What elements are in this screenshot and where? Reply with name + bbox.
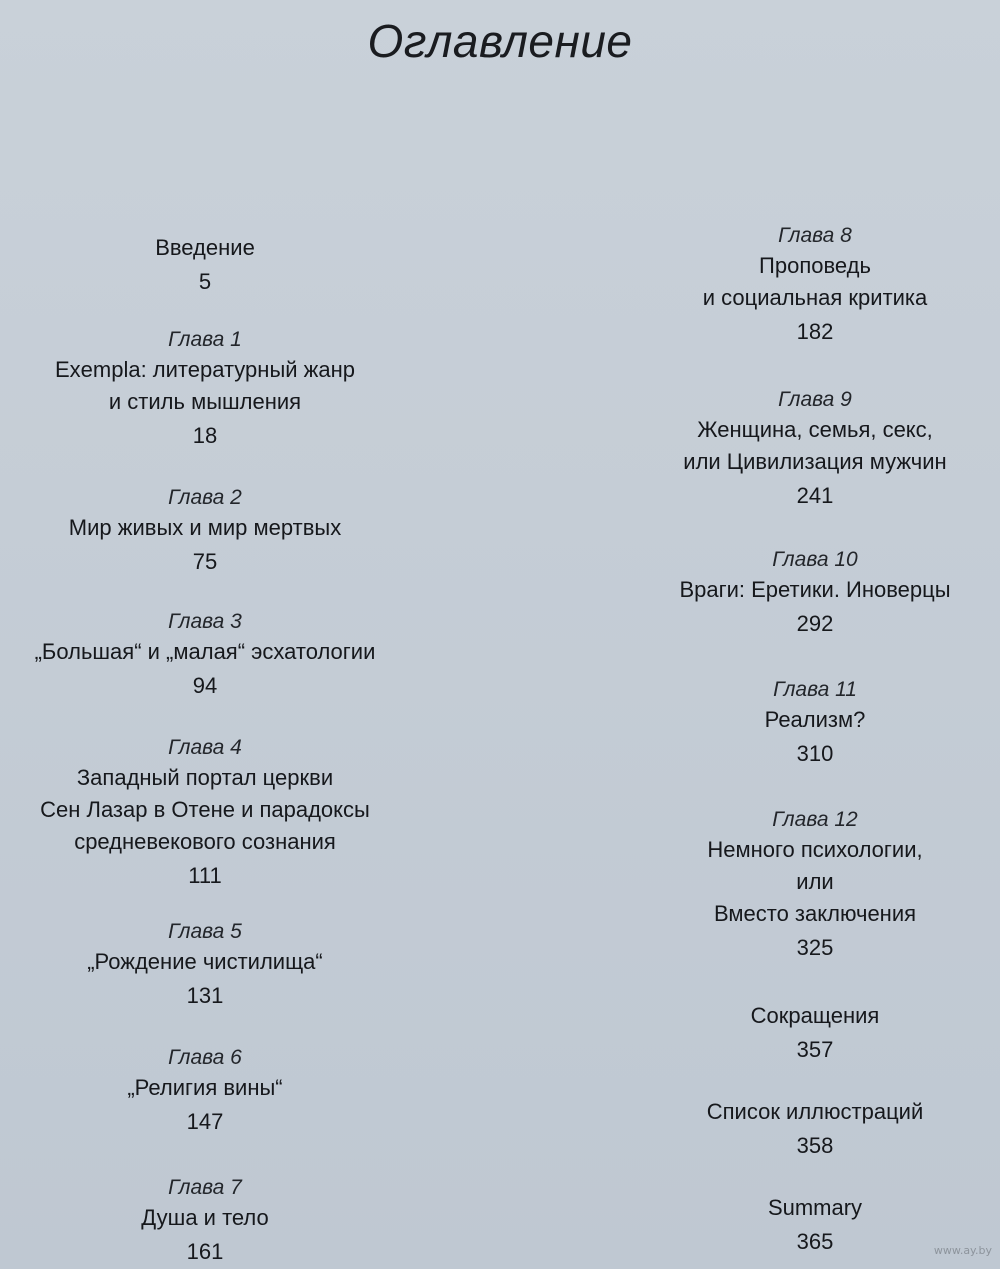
entry-title: или Цивилизация мужчин <box>683 449 947 474</box>
entry-title: Западный портал церкви <box>76 765 334 790</box>
chapter-label: Глава 5 <box>168 920 242 943</box>
chapter-label: Глава 2 <box>168 486 242 509</box>
entry-title: и стиль мышления <box>108 389 302 414</box>
toc-entry-chapter-12 <box>630 806 1000 964</box>
entry-page: 325 <box>796 935 834 960</box>
entry-page: 75 <box>192 549 218 574</box>
toc-entry-chapter-10 <box>630 546 1000 640</box>
entry-title: „Большая“ и „малая“ эсхатологии <box>34 639 376 664</box>
chapter-label: Глава 8 <box>778 224 852 247</box>
entry-title: Проповедь <box>759 253 871 278</box>
entry-title: Список иллюстраций <box>706 1099 924 1124</box>
entry-title: Введение <box>155 235 255 260</box>
entry-page: 310 <box>796 741 834 766</box>
toc-entry-chapter-8 <box>630 222 1000 348</box>
watermark: www.ay.by <box>933 1244 992 1257</box>
toc-entry-chapter-5 <box>20 918 390 1012</box>
toc-entry-chapter-2 <box>20 484 390 578</box>
entry-page: 358 <box>796 1133 834 1158</box>
entry-page: 365 <box>796 1229 834 1254</box>
toc-entry-abbreviations <box>630 1000 1000 1066</box>
entry-title: средневекового сознания <box>74 829 336 854</box>
entry-title: Немного психологии, <box>707 837 923 862</box>
entry-page: 5 <box>198 269 212 294</box>
toc-entry-illustrations <box>630 1096 1000 1162</box>
entry-title: Мир живых и мир мертвых <box>68 515 342 540</box>
chapter-label: Глава 1 <box>168 328 242 351</box>
toc-entry-chapter-1 <box>20 326 390 452</box>
entry-page: 182 <box>796 319 834 344</box>
toc-entry-introduction <box>20 232 390 298</box>
chapter-label: Глава 11 <box>773 678 857 701</box>
toc-entry-chapter-9 <box>630 386 1000 512</box>
entry-title: Вместо заключения <box>713 901 917 926</box>
toc-entry-chapter-3 <box>20 608 390 702</box>
entry-page: 161 <box>186 1239 224 1264</box>
entry-title: Сен Лазар в Отене и парадоксы <box>40 797 370 822</box>
toc-entry-chapter-4 <box>20 734 390 892</box>
entry-title: „Религия вины“ <box>127 1075 283 1100</box>
entry-title: Сокращения <box>750 1003 880 1028</box>
entry-title: „Рождение чистилища“ <box>87 949 323 974</box>
toc-entry-chapter-6 <box>20 1044 390 1138</box>
entry-title: Душа и тело <box>141 1205 269 1230</box>
chapter-label: Глава 10 <box>772 548 858 571</box>
entry-page: 357 <box>796 1037 834 1062</box>
entry-title: Женщина, семья, секс, <box>697 417 933 442</box>
entry-page: 241 <box>796 483 834 508</box>
entry-page: 18 <box>192 423 218 448</box>
entry-page: 131 <box>186 983 224 1008</box>
chapter-label: Глава 9 <box>778 388 852 411</box>
entry-title: Реализм? <box>764 707 866 732</box>
entry-title: Summary <box>767 1195 863 1220</box>
page-title: Оглавление <box>367 15 633 67</box>
entry-title: Exempla: литературный жанр <box>54 357 355 382</box>
entry-page: 147 <box>186 1109 224 1134</box>
entry-title: и социальная критика <box>702 285 928 310</box>
toc-entry-chapter-11 <box>630 676 1000 770</box>
chapter-label: Глава 6 <box>168 1046 242 1069</box>
entry-title: или <box>796 869 834 894</box>
entry-page: 292 <box>796 611 834 636</box>
chapter-label: Глава 3 <box>168 610 242 633</box>
toc-entry-chapter-7 <box>20 1174 390 1268</box>
entry-title: Враги: Еретики. Иноверцы <box>679 577 951 602</box>
chapter-label: Глава 12 <box>772 808 858 831</box>
chapter-label: Глава 7 <box>168 1176 242 1199</box>
chapter-label: Глава 4 <box>168 736 242 759</box>
entry-page: 111 <box>188 863 222 888</box>
entry-page: 94 <box>192 673 218 698</box>
